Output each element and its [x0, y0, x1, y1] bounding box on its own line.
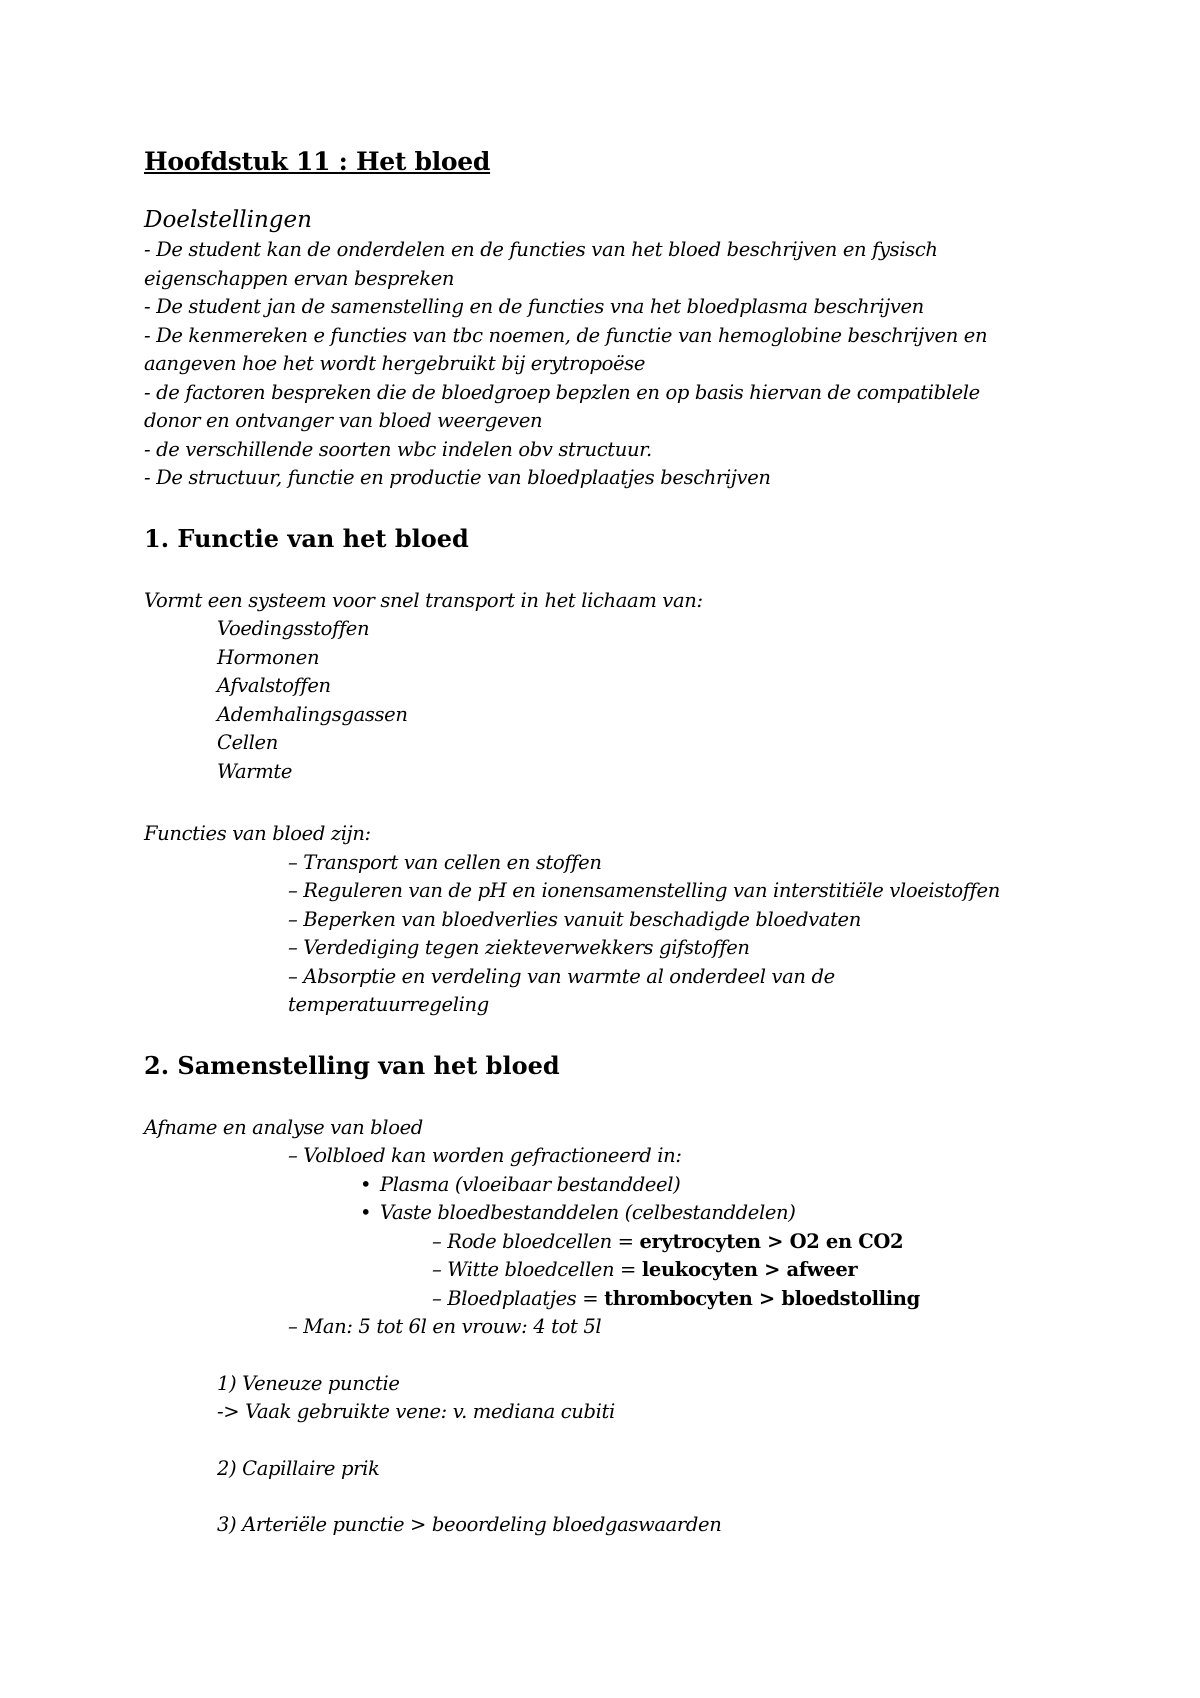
functie-item: – Verdediging tegen ziekteverwekkers gifstoffen [288, 936, 750, 959]
cell-label: – Bloedplaatjes = [432, 1286, 605, 1310]
functie-item: temperatuurregeling [288, 993, 489, 1016]
doelstelling-line: - De structuur, functie en productie van bloedplaatjes beschrijven [144, 466, 771, 489]
bullet-dot-icon: • [360, 1201, 372, 1224]
functie-item: – Absorptie en verdeling van warmte al onderdeel van de [288, 964, 835, 988]
cell-bold: thrombocyten > bloedstolling [604, 1286, 920, 1310]
cell-bold: leukocyten > afweer [641, 1258, 858, 1281]
punctie-1: 1) Veneuze punctie [217, 1371, 400, 1395]
cell-label: – Witte bloedcellen = [432, 1258, 642, 1281]
section-1-intro: Vormt een systeem voor snel transport in het lichaam van: [144, 588, 703, 612]
functie-item: – Reguleren van de pH en ionensamenstelling van interstitiële vloeistoffen [288, 879, 1000, 902]
transport-item: Cellen [217, 731, 278, 754]
transport-item: Ademhalingsgassen [217, 702, 408, 726]
bullet-item [144, 1171, 1084, 1200]
doelstellingen-list [144, 236, 1084, 493]
punctie-3: 3) Arteriële punctie > beoordeling bloedgaswaarden [217, 1513, 722, 1536]
bullet-text: Vaste bloedbestanddelen (celbestanddelen) [380, 1201, 796, 1224]
doelstellingen-heading: Doelstellingen [144, 207, 312, 233]
cell-line [144, 1228, 1084, 1257]
doelstelling-line: - de verschillende soorten wbc indelen obv structuur. [144, 437, 652, 461]
bullet-dot-icon: • [360, 1172, 372, 1196]
bullet-text: Plasma (vloeibaar bestanddeel) [380, 1172, 681, 1196]
doelstelling-line: donor en ontvanger van bloed weergeven [144, 409, 543, 432]
functie-item: – Transport van cellen en stoffen [288, 850, 602, 874]
doelstelling-line: - De student kan de onderdelen en de functies van het bloed beschrijven en fysisch [144, 238, 938, 261]
section-2-heading: 2. Samenstelling van het bloed [144, 1050, 560, 1080]
doelstelling-line: - de factoren bespreken die de bloedgroep bepzlen en op basis hiervan de compatiblele [144, 380, 980, 404]
punctie-2: 2) Capillaire prik [217, 1456, 380, 1480]
cell-bold: erytrocyten > O2 en CO2 [639, 1229, 904, 1253]
doelstelling-line: - De student jan de samenstelling en de functies vna het bloedplasma beschrijven [144, 295, 924, 318]
section-2-intro: Afname en analyse van bloed [144, 1115, 423, 1139]
page-title: Hoofdstuk 11 : Het bloed [144, 147, 491, 176]
transport-item: Voedingsstoffen [217, 617, 370, 640]
bullet-item [144, 1199, 1084, 1228]
section-1-heading: 1. Functie van het bloed [144, 523, 469, 553]
punctie-1-note: -> Vaak gebruikte vene: v. mediana cubiti [217, 1400, 615, 1423]
cell-label: – Rode bloedcellen = [432, 1229, 640, 1253]
functie-item: – Beperken van bloedverlies vanuit beschadigde bloedvaten [288, 907, 861, 931]
transport-item: Warmte [217, 759, 293, 783]
doelstelling-line: aangeven hoe het wordt hergebruikt bij erytropoëse [144, 352, 646, 375]
doelstelling-line: eigenschappen ervan bespreken [144, 266, 455, 290]
document-page [144, 140, 1084, 1540]
volbloed-line: – Volbloed kan worden gefractioneerd in: [288, 1144, 682, 1167]
functies-list [144, 849, 1084, 1020]
cell-line [144, 1285, 1084, 1314]
transport-item: Afvalstoffen [217, 674, 331, 697]
transport-item: Hormonen [217, 645, 320, 669]
cell-line [144, 1256, 1084, 1285]
volume-line: – Man: 5 tot 6l en vrouw: 4 tot 5l [288, 1315, 602, 1338]
functies-heading: Functies van bloed zijn: [144, 822, 371, 845]
transport-list [144, 615, 1084, 786]
doelstelling-line: - De kenmereken e functies van tbc noemen, de functie van hemoglobine beschrijven en [144, 323, 988, 347]
